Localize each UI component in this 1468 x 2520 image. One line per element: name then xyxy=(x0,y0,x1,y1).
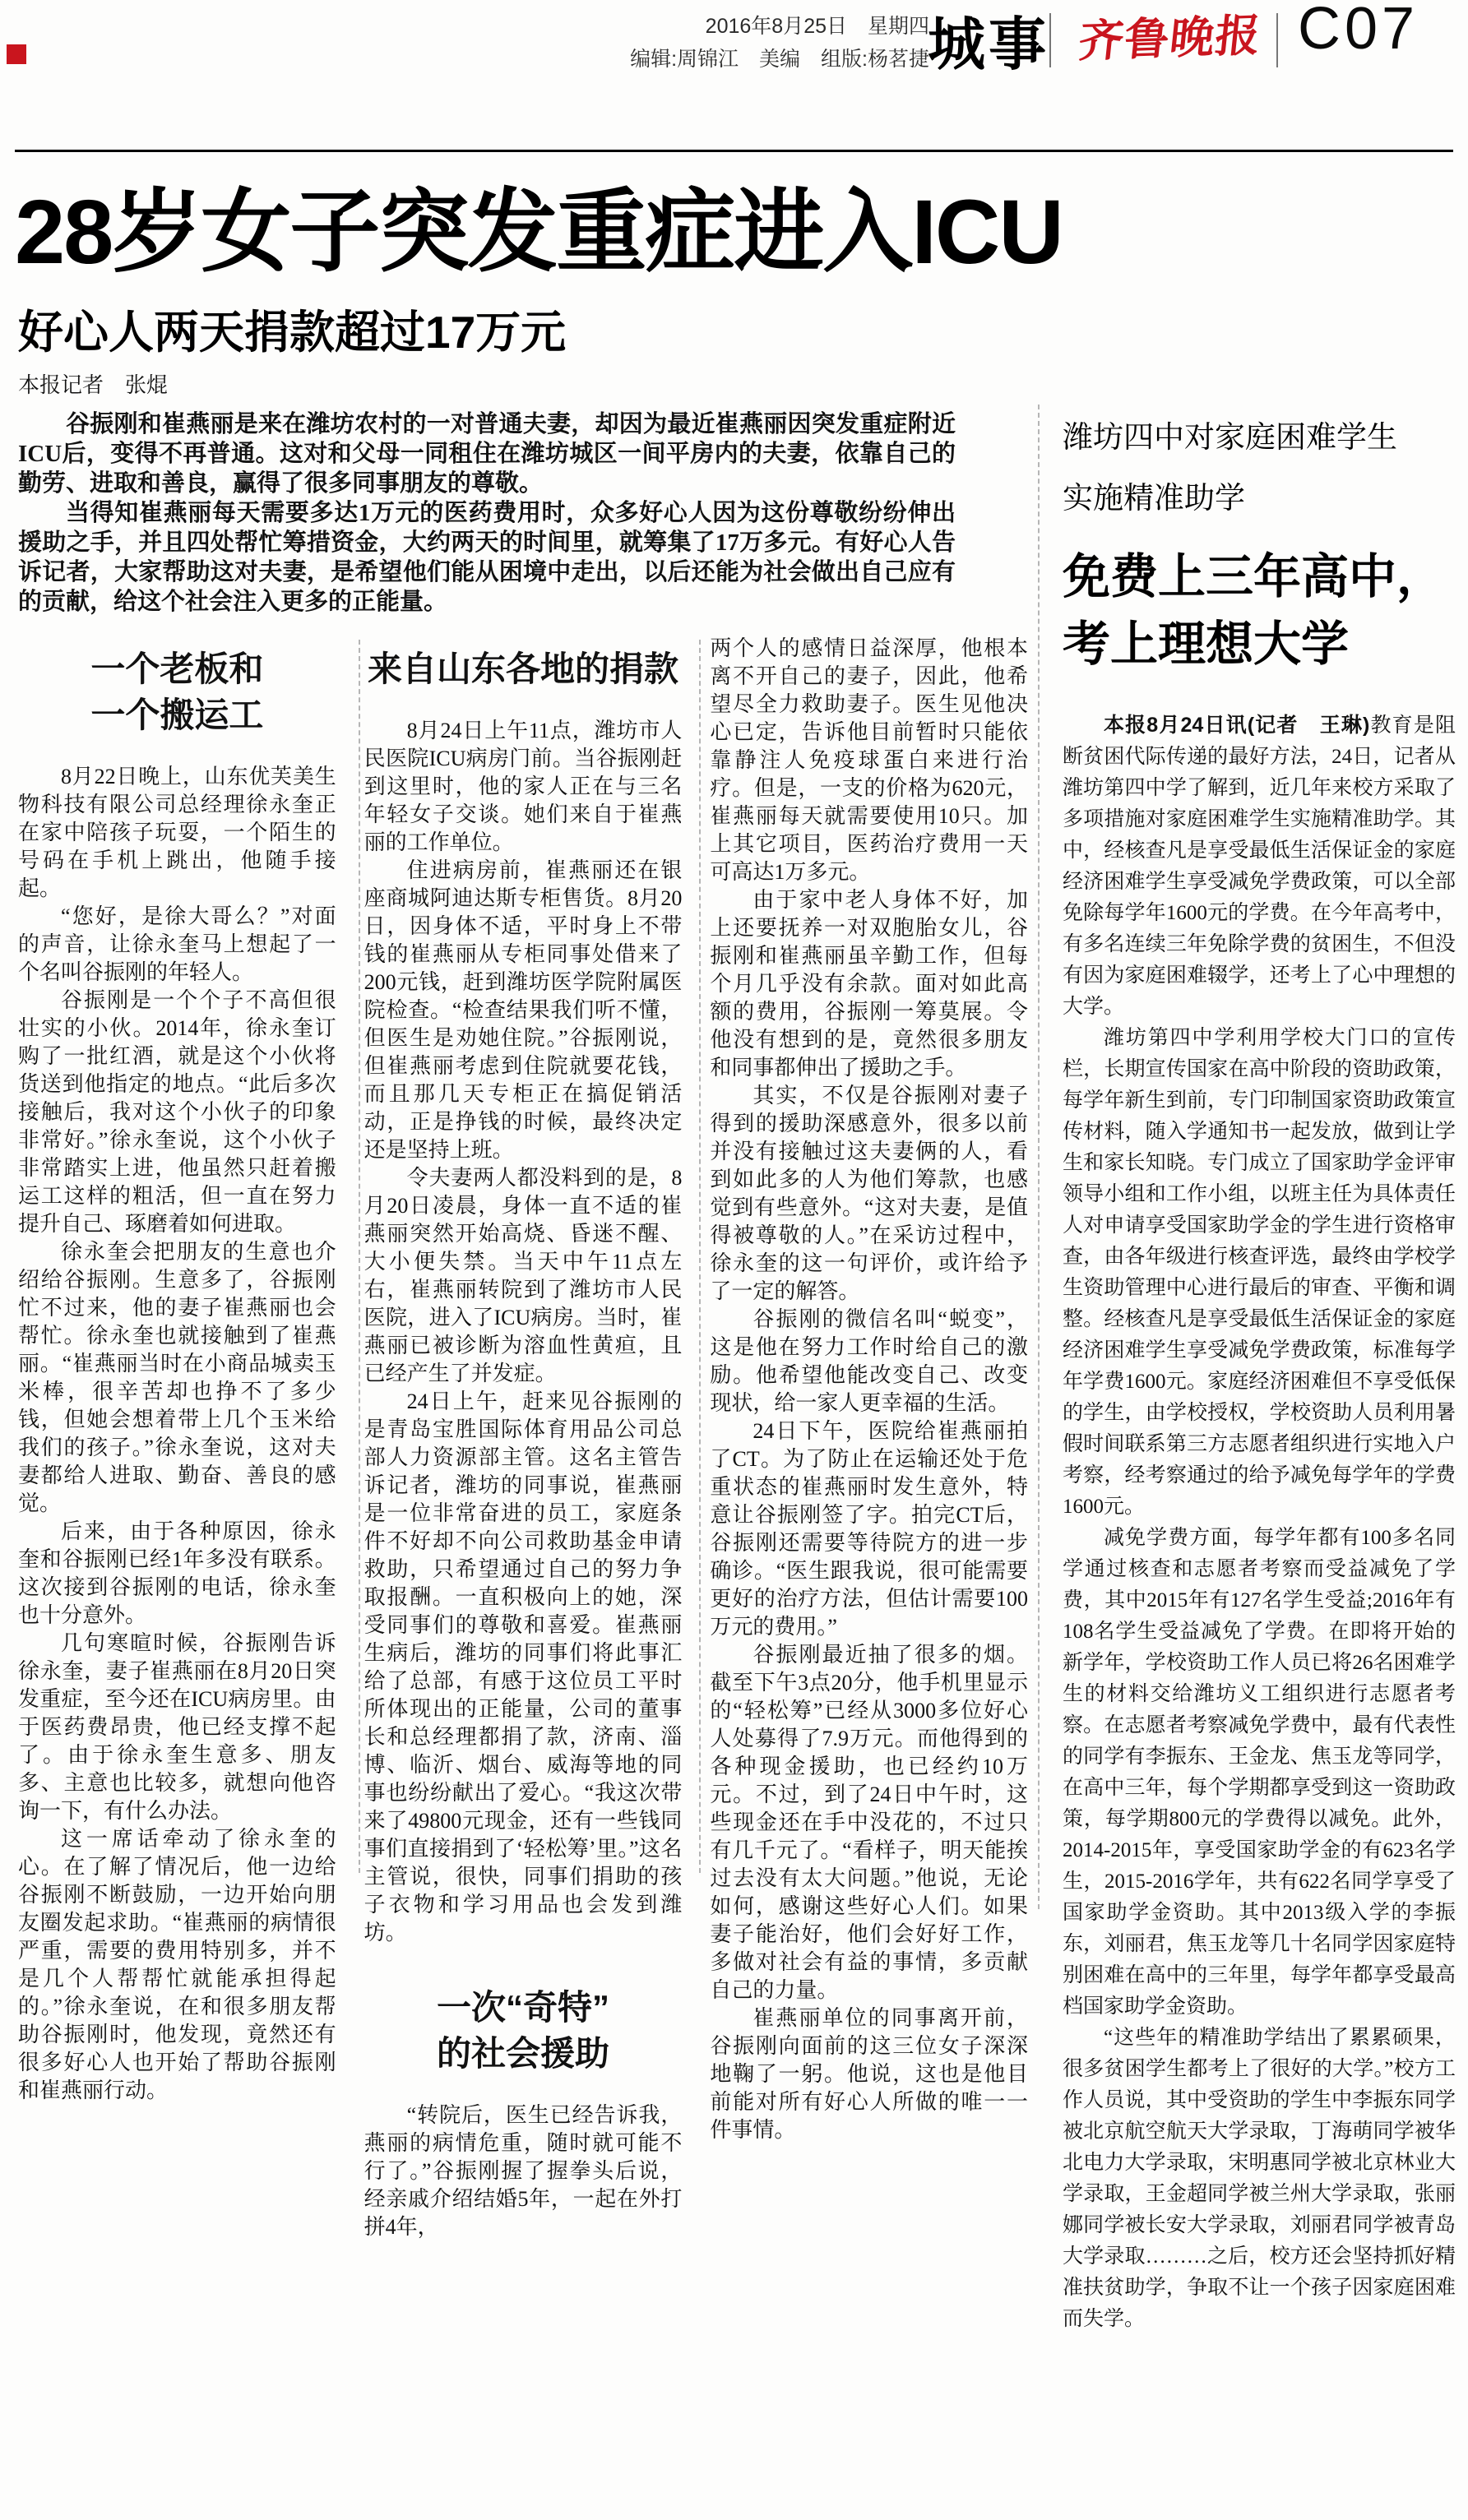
side-article-divider xyxy=(1038,405,1040,1909)
side-body-paragraph: “这些年的精准助学结出了累累硕果，很多贫困学生都考上了很好的大学。”校方工作人员说，其中受资助的学生中李振东同学被北京航空航天大学录取，丁海萌同学被华北电力大学录取，宋明惠同学被北京林业大学录取，王金超同学被兰州大学录取，张丽娜同学被长安大学录取，刘丽君同学被青岛大学录取………之后，校方还会坚持抓好精准扶贫助学，争取不让一个孩子因家庭困难而失学。 xyxy=(1063,2027,1456,2330)
side-article-kicker xyxy=(1063,407,1456,529)
page-number: C07 xyxy=(1298,0,1419,62)
body-paragraph: 谷振刚的微信名叫“蜕变”，这是他在努力工作时给自己的激励。他希望他能改变自己、改变现状，给一家人更幸福的生活。 xyxy=(710,1307,1029,1415)
column-divider-1 xyxy=(359,640,360,1873)
side-body-paragraph: 本报8月24日讯(记者 王琳)教育是阻断贫困代际传递的最好方法，24日，记者从潍坊第四中学了解到，近几年来校方采取了多项措施对家庭困难学生实施精准助学。其中，经核查凡是享受最低生活保证金的家庭经济困难学生享受减免学费政策，可以全部免除每学年1600元的学费。在今年高考中，有多名连续三年免除学费的贫困生，不但没有因为家庭困难辍学，还考上了心中理想的大学。 xyxy=(1063,714,1456,1018)
side-body-paragraph: 减免学费方面，每学年都有100多名同学通过核查和志愿者考察而受益减免了学费，其中2015年有127名学生受益;2016年有108名学生受益减免了学费。在即将开始的新学年，学校资助工作人员已将26名困难学生的材料交给潍坊义工组织进行志愿者考察。在志愿者考察减免学费中，最有代表性的同学有李振东、王金龙、焦玉龙等同学，在高中三年，每个学期都享受到这一资助政策，每学期800元的学费得以减免。此外，2014-2015年，享受国家助学金的有623名学生，2015-2016学年，共有622名同学享受了国家助学金资助。其中2013级入学的李振东，刘丽君，焦玉龙等几十名同学因家庭特别困难在高中的三年里，每学年都享受最高档国家助学金资助。 xyxy=(1063,1527,1456,2018)
byline: 本报记者 张焜 xyxy=(18,372,169,397)
body-paragraph: “转院后，医生已经告诉我，燕丽的病情危重，随时就可能不行了。”谷振刚握了握拳头后说，经亲戚介绍结婚5年，一起在外打拼4年， xyxy=(364,2103,683,2239)
side-article-dateline: 本报8月24日讯(记者 王琳) xyxy=(1104,714,1370,737)
masthead-red-mark xyxy=(7,44,26,64)
top-rule xyxy=(15,150,1453,152)
intro-paragraph: 谷振刚和崔燕丽是来在潍坊农村的一对普通夫妻，却因为最近崔燕丽因突发重症附近ICU后，变得不再普通。这对和父母一同租住在潍坊城区一间平房内的夫妻，依靠自己的勤劳、进取和善良，赢得了很多同事朋友的尊敬。 xyxy=(18,411,956,497)
paper-logo: 齐鲁晚报 xyxy=(1076,11,1264,67)
body-paragraph: 令夫妻两人都没料到的是，8月20日凌晨，身体一直不适的崔燕丽突然开始高烧、昏迷不醒、大小便失禁。当天中午11点左右，崔燕丽转院到了潍坊市人民医院，进入了ICU病房。当时，崔燕丽已被诊断为溶血性黄疸，且已经产生了并发症。 xyxy=(364,1166,683,1385)
body-paragraph: 几句寒暄时候，谷振刚告诉徐永奎，妻子崔燕丽在8月20日突发重症，至今还在ICU病房里。由于医药费昂贵，他已经支撑不起了。由于徐永奎生意多、朋友多、主意也比较多，就想向他咨询一下，有什么办法。 xyxy=(18,1631,336,1823)
side-article-headline: 免费上三年高中， 考上理想大学 xyxy=(1063,550,1445,671)
body-paragraph: 这一席话牵动了徐永奎的心。在了解了情况后，他一边给谷振刚不断鼓励，一边开始向朋友圈发起求助。“崔燕丽的病情很严重，需要的费用特别多，并不是几个人帮帮忙就能承担得起的。”徐永奎说，在和很多朋友帮助谷振刚时，他发现，竟然还有很多好心人也开始了帮助谷振刚和崔燕丽行动。 xyxy=(18,1827,336,2102)
intro-paragraph: 当得知崔燕丽每天需要多达1万元的医药费用时，众多好心人因为这份尊敬纷纷伸出援助之手，并且四处帮忙筹措资金，大约两天的时间里，就筹集了17万多元。有好心人告诉记者，大家帮助这对夫妻，是希望他们能从困境中走出，以后还能为社会做出自己应有的贡献，给这个社会注入更多的正能量。 xyxy=(18,500,956,615)
article-columns xyxy=(18,635,1028,2241)
main-headline: 28岁女子突发重症进入ICU xyxy=(15,182,1063,283)
body-paragraph: 24日下午，医院给崔燕丽拍了CT。为了防止在运输还处于危重状态的崔燕丽时发生意外，特意让谷振刚签了字。拍完CT后，谷振刚还需要等待院方的进一步确诊。“医生跟我说，很可能需要更好的治疗方法，但估计需要100万元的费用。” xyxy=(710,1419,1029,1639)
date-line: 2016年8月25日 星期四 xyxy=(705,15,929,38)
masthead-meta xyxy=(395,10,929,76)
body-paragraph: 徐永奎会把朋友的生意也介绍给谷振刚。生意多了，谷振刚忙不过来，他的妻子崔燕丽也会帮忙。徐永奎也就接触到了崔燕丽。“崔燕丽当时在小商品城卖玉米棒，很辛苦却也挣不了多少钱，但她会想着带上几个玉米给我们的孩子。”徐永奎说，这对夫妻都给人进取、勤奋、善良的感觉。 xyxy=(18,1240,336,1515)
body-paragraph: 8月22日晚上，山东优芙美生物科技有限公司总经理徐永奎正在家中陪孩子玩耍，一个陌生的号码在手机上跳出，他随手接起。 xyxy=(18,765,336,900)
body-paragraph: 崔燕丽单位的同事离开前，谷振刚向面前的这三位女子深深地鞠了一躬。他说，这也是他目前能对所有好心人所做的唯一一件事情。 xyxy=(710,2006,1029,2142)
body-paragraph: 24日上午，赶来见谷振刚的是青岛宝胜国际体育用品公司总部人力资源部主管。这名主管告诉记者，潍坊的同事说，崔燕丽是一位非常奋进的员工，家庭条件不好却不向公司救助基金申请救助，只希望通过自己的努力争取报酬。一直积极向上的她，深受同事们的尊敬和喜爱。崔燕丽生病后，潍坊的同事们将此事汇给了总部，有感于这位员工平时所体现出的正能量，公司的董事长和总经理都捐了款，济南、淄博、临沂、烟台、威海等地的同事也纷纷献出了爱心。“我这次带来了49800元现金，还有一些钱同事们直接捐到了‘轻松筹’里。”这名主管说，很快，同事们捐助的孩子衣物和学习用品也会发到潍坊。 xyxy=(364,1389,683,1944)
masthead-divider-right xyxy=(1276,13,1278,67)
body-paragraph: 两个人的感情日益深厚，他根本离不开自己的妻子，因此，他希望尽全力救助妻子。医生见他决心已定，告诉他目前暂时只能依靠静注人免疫球蛋白来进行治疗。但是，一支的价格为620元，崔燕丽每天就需要使用10只。加上其它项目，医药治疗费用一天可高达1万多元。 xyxy=(710,636,1029,884)
body-paragraph: 其实，不仅是谷振刚对妻子得到的援助深感意外，很多以前并没有接触过这夫妻俩的人，看到如此多的人为他们筹款，也感觉到有些意外。“这对夫妻，是值得被尊敬的人。”在采访过程中，徐永奎的这一句评价，或许给予了一定的解答。 xyxy=(710,1084,1029,1303)
section-title: 城事 xyxy=(928,12,1049,76)
body-paragraph: 谷振刚是一个个子不高但很壮实的小伙。2014年，徐永奎订购了一批红酒，就是这个小伙将货送到他指定的地点。“此后多次接触后，我对这个小伙子的印象非常好。”徐永奎说，这个小伙子非常踏实上进，他虽然只赶着搬运工这样的粗活，但一直在努力提升自己、琢磨着如何进取。 xyxy=(18,988,336,1236)
sub-headline: 好心人两天捐款超过17万元 xyxy=(18,307,567,358)
body-paragraph: 后来，由于各种原因，徐永奎和谷振刚已经1年多没有联系。这次接到谷振刚的电话，徐永奎也十分意外。 xyxy=(18,1519,336,1627)
column-divider-2 xyxy=(699,640,701,1873)
section-subhead: 一次“奇特” 的社会援助 xyxy=(437,1988,610,2073)
article-intro xyxy=(18,409,956,617)
staff-line: 编辑:周锦江 美编 组版:杨茗捷 xyxy=(630,48,929,71)
side-kicker-line-1: 潍坊四中对家庭困难学生 xyxy=(1063,420,1397,454)
masthead-divider-left xyxy=(1049,13,1051,67)
article-column xyxy=(364,635,683,2241)
section-subhead: 来自山东各地的捐款 xyxy=(368,650,679,688)
body-paragraph: 谷振刚最近抽了很多的烟。截至下午3点20分，他手机里显示的“轻松筹”已经从3000多位好心人处募得了7.9万元。而他得到的各种现金援助，也已经约10万元。不过，到了24日中午时，这些现金还在手中没花的，不过只有几千元了。“看样子，明天能挨过去没有太大问题。”他说，无论如何，感谢这些好心人们。如果妻子能治好，他们会好好工作，多做对社会有益的事情，多贡献自己的力量。 xyxy=(710,1643,1029,2002)
body-paragraph: 8月24日上午11点，潍坊市人民医院ICU病房门前。当谷振刚赶到这里时，他的家人正在与三名年轻女子交谈。她们来自于崔燕丽的工作单位。 xyxy=(364,719,683,854)
section-subhead: 一个老板和 一个搬运工 xyxy=(90,650,264,734)
body-paragraph: 住进病房前，崔燕丽还在银座商城阿迪达斯专柜售货。8月20日，因身体不适，平时身上不带钱的崔燕丽从专柜同事处借来了200元钱，赶到潍坊医学院附属医院检查。“检查结果我们听不懂，但医生是劝她住院。”谷振刚说，但崔燕丽考虑到住院就要花钱，而且那几天专柜正在搞促销活动，正是挣钱的时候，最终决定还是坚持上班。 xyxy=(364,858,683,1162)
body-paragraph: 由于家中老人身体不好，加上还要抚养一对双胞胎女儿，谷振刚和崔燕丽虽辛勤工作，但每个月几乎没有余款。面对如此高额的费用，谷振刚一筹莫展。令他没有想到的是，竟然很多朋友和同事都伸出了援助之手。 xyxy=(710,888,1029,1080)
side-kicker-line-2: 实施精准助学 xyxy=(1063,481,1245,515)
side-body-paragraph: 潍坊第四中学利用学校大门口的宣传栏，长期宣传国家在高中阶段的资助政策，每学年新生到前，专门印制国家资助政策宣传材料，随入学通知书一起发放，做到让学生和家长知晓。专门成立了国家助学金评审领导小组和工作小组，以班主任为具体责任人对申请享受国家助学金的学生进行资格审查，由各年级进行核查评选，最终由学校学生资助管理中心进行最后的审查、平衡和调整。经核查凡是享受最低生活保证金的家庭经济困难学生享受减免学费政策，标准每学年学费1600元。家庭经济困难但不享受低保的学生，由学校授权，学校资助人员利用暑假时间联系第三方志愿者组织进行实地入户考察，经考察通过的给予减免每学年的学费1600元。 xyxy=(1063,1027,1456,1518)
side-article-body xyxy=(1063,710,1456,2335)
side-article xyxy=(1063,407,1456,2335)
article-column xyxy=(710,635,1028,2241)
article-column xyxy=(18,635,336,2241)
body-paragraph: “您好，是徐大哥么？”对面的声音，让徐永奎马上想起了一个名叫谷振刚的年轻人。 xyxy=(18,904,336,984)
